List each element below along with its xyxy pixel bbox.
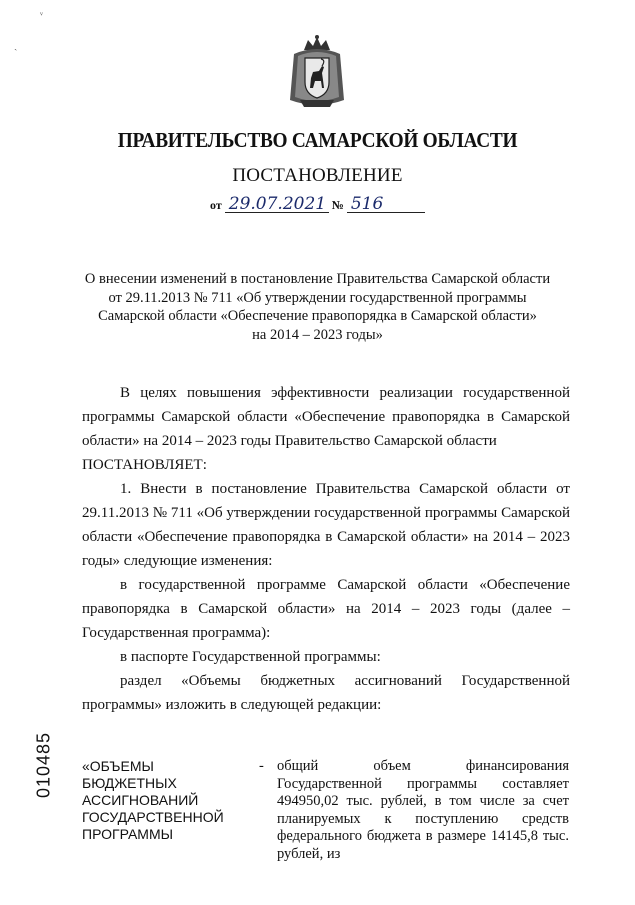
number-prefix: № bbox=[331, 198, 344, 212]
passport-label-line: АССИГНОВАНИЙ bbox=[82, 792, 199, 808]
paragraph-decree: ПОСТАНОВЛЯЕТ: bbox=[82, 457, 207, 473]
date-number-line bbox=[210, 196, 425, 213]
subject-line: Самарской области «Обеспечение правопорядка в Самарской области» bbox=[98, 308, 537, 324]
passport-label-line: ГОСУДАРСТВЕННОЙ bbox=[82, 809, 224, 825]
serial-number bbox=[14, 730, 74, 800]
passport-label-line: БЮДЖЕТНЫХ bbox=[82, 775, 177, 791]
subject-line: от 29.11.2013 № 711 «Об утверждении государственной программы bbox=[108, 289, 527, 306]
handwritten-number: 516 bbox=[347, 196, 425, 213]
document-body bbox=[82, 381, 570, 717]
passport-label-line: ПРОГРАММЫ bbox=[82, 826, 174, 842]
coat-of-arms-icon bbox=[286, 34, 348, 110]
date-prefix: от bbox=[210, 198, 222, 212]
passport-label bbox=[82, 758, 252, 843]
paragraph-preamble: В целях повышения эффективности реализации государственной программы Самарской области «Обеспечение правопорядка в Самарской области» на 2014 – 2023 годы Правительство Самарской области bbox=[82, 385, 570, 449]
paragraph-passport: в паспорте Государственной программы: bbox=[120, 649, 381, 665]
serial-number-text: 010485 bbox=[33, 731, 54, 799]
passport-label-line: «ОБЪЕМЫ bbox=[82, 758, 154, 774]
handwritten-date: 29.07.2021 bbox=[225, 196, 329, 213]
document-subject bbox=[60, 270, 575, 344]
subject-line: О внесении изменений в постановление Правительства Самарской области bbox=[84, 271, 551, 287]
subject-line: на 2014 – 2023 годы» bbox=[252, 326, 383, 343]
passport-value: общий объем финансирования Государственной программы составляет 494950,02 тыс. рублей, в том числе за счет планируемых к поступлению средств федерального бюджета в размере 14145,8 тыс. рублей, из bbox=[277, 758, 569, 862]
paragraph-item-1: 1. Внести в постановление Правительства Самарской области от 29.11.2013 № 711 «Об утверждении государственной программы Самарской области «Обеспечение правопорядка в Самарской области» на 2014 – 2023 годы» следующие изменения: bbox=[82, 481, 570, 569]
scan-speck: ᵛ bbox=[40, 10, 43, 21]
paragraph-section: раздел «Объемы бюджетных ассигнований Государственной программы» изложить в следующей редакции: bbox=[82, 673, 570, 713]
government-title: ПРАВИТЕЛЬСТВО САМАРСКОЙ ОБЛАСТИ bbox=[117, 128, 518, 152]
document-type: ПОСТАНОВЛЕНИЕ bbox=[232, 165, 403, 186]
scan-speck: ˎ bbox=[14, 40, 18, 51]
passport-dash: - bbox=[259, 758, 264, 774]
paragraph-program: в государственной программе Самарской области «Обеспечение правопорядка в Самарской области» на 2014 – 2023 годы (далее – Государственная программа): bbox=[82, 577, 570, 641]
